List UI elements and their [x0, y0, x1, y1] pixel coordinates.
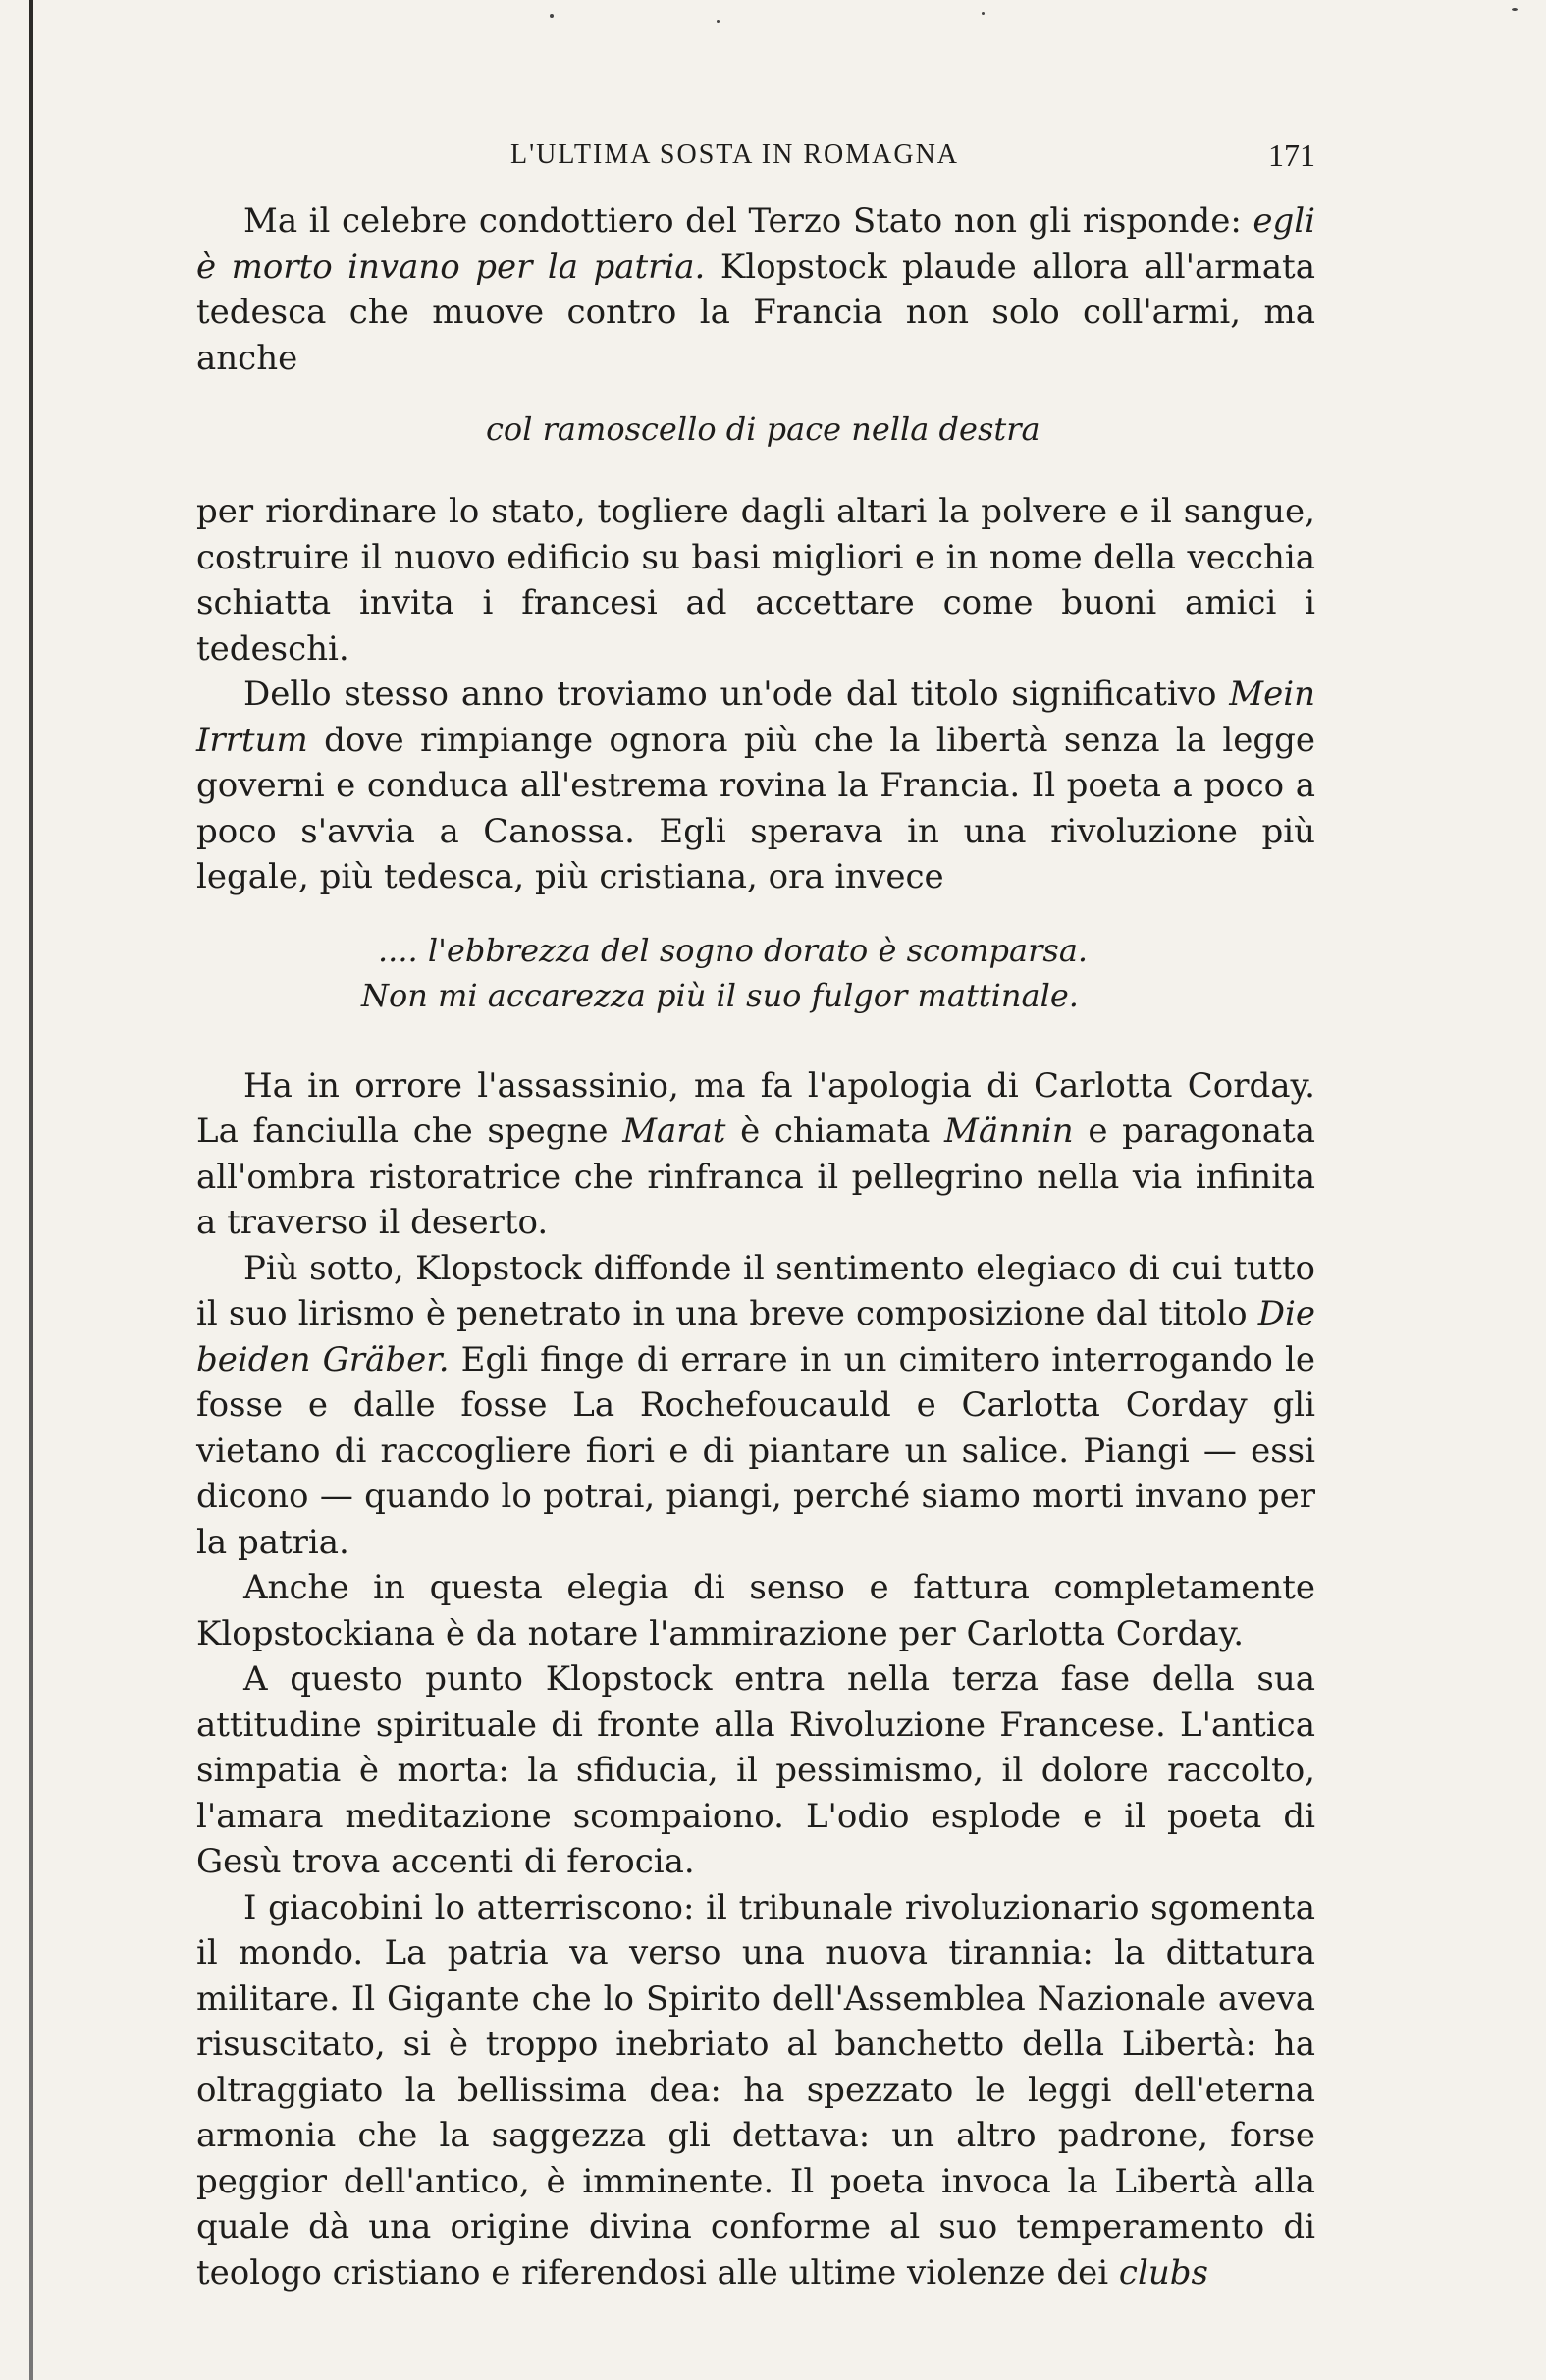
- page-body: [196, 198, 1315, 2296]
- name-reference: Marat: [622, 1111, 726, 1151]
- quoted-line: col ramoscello di pace nella destra: [486, 410, 1040, 448]
- paragraph-text: Ha in orrore l'assassinio, ma fa l'apologia di Carlotta Corday. La fanciulla che spegne: [196, 1065, 1315, 1151]
- title-reference: Die beiden Gräber.: [196, 1294, 1315, 1379]
- paragraph-7: A questo punto Klopstock entra nella terza fase della sua attitudine spirituale di fronte alla Rivoluzione Francese. L'antica simpatia è morta: la sfiducia, il pessimismo, il dolore raccolto, l'amara meditazione scompaiono. L'odio esplode e il poeta di Gesù trova accenti di ferocia.: [196, 1659, 1315, 1881]
- emphasis-text: egli è morto invano per la patria.: [196, 201, 1315, 287]
- paragraph-text: Dello stesso anno troviamo un'ode dal titolo significativo: [243, 675, 1230, 714]
- scan-speckle: [1512, 8, 1518, 11]
- title-reference: Mein Irrtum: [196, 675, 1315, 760]
- paragraph-6: Anche in questa elegia di senso e fattura completamente Klopstockiana è da notare l'ammirazione per Carlotta Corday.: [196, 1568, 1315, 1653]
- paragraph-text: e paragonata all'ombra ristoratrice che rinfranca il pellegrino nella via infinita a traverso il deserto.: [196, 1111, 1316, 1242]
- scan-speckle: [982, 12, 985, 15]
- paragraph-5: [196, 1246, 1315, 1566]
- paragraph-2: per riordinare lo stato, togliere dagli altari la polvere e il sangue, costruire il nuovo edificio su basi migliori e in nome della vecchia schiatta invita i francesi ad accettare come buoni amici i tedeschi.: [196, 492, 1315, 669]
- paragraph-text: Klopstock plaude allora all'armata tedesca che muove contro la Francia non solo coll'armi, ma anche: [196, 246, 1315, 378]
- paragraph-8: [196, 1885, 1315, 2297]
- paragraph-text: Più sotto, Klopstock diffonde il sentimento elegiaco di cui tutto il suo lirismo è penetrato in una breve composizione dal titolo: [196, 1248, 1315, 1333]
- paragraph-1: [196, 198, 1315, 381]
- paragraph-text: Egli finge di errare in un cimitero interrogando le fosse e dalle fosse La Rochefoucauld e Carlotta Corday gli vietano di raccogliere fiori e di piantare un salice. Piangi — essi dicono — quando lo potrai, piangi, perché siamo morti invano per la patria.: [196, 1339, 1315, 1562]
- verse-line-1: .... l'ebbrezza del sogno dorato è scomparsa.: [378, 931, 1089, 969]
- scan-speckle: [717, 20, 720, 23]
- paragraph-text: dove rimpiange ognora più che la libertà senza la legge governi e conduca all'estrema rovina la Francia. Il poeta a poco a poco s'avvia a Canossa. Egli sperava in una rivoluzione più legale, più tedesca, più cristiana, ora invece: [196, 720, 1315, 896]
- paragraph-text: è chiamata: [725, 1111, 945, 1151]
- verse-line-2: Non mi accarezza più il suo fulgor mattinale.: [361, 976, 1079, 1014]
- paragraph-text: I giacobini lo atterriscono: il tribunale rivoluzionario sgomenta il mondo. La patria va verso una nuova tirannia: la dittatura militare. Il Gigante che lo Spirito dell'Assemblea Nazionale aveva risuscitato, si è troppo inebriato al banchetto della Libertà: ha oltraggiato la bellissima dea: ha spezzato le leggi dell'eterna armonia che la saggezza gli dettava: un altro padrone, forse peggior dell'antico, è imminente. Il poeta invoca la Libertà alla quale dà una origine divina conforme al suo temperamento di teologo cristiano e riferendosi alle ultime violenze dei: [196, 1887, 1315, 2293]
- page-number: 171: [1268, 137, 1315, 173]
- scan-binding-edge: [29, 0, 33, 2380]
- paragraph-3: [196, 672, 1315, 900]
- paragraph-4: [196, 1063, 1315, 1246]
- running-title: L'ULTIMA SOSTA IN ROMAGNA: [510, 139, 960, 170]
- running-head: [196, 139, 1315, 179]
- paragraph-text: Ma il celebre condottiero del Terzo Stato non gli risponde:: [243, 201, 1253, 241]
- verse-quotation: [196, 928, 1315, 1018]
- scan-speckle: [550, 14, 554, 18]
- word-reference: Männin: [944, 1111, 1074, 1151]
- word-reference: clubs: [1118, 2252, 1208, 2293]
